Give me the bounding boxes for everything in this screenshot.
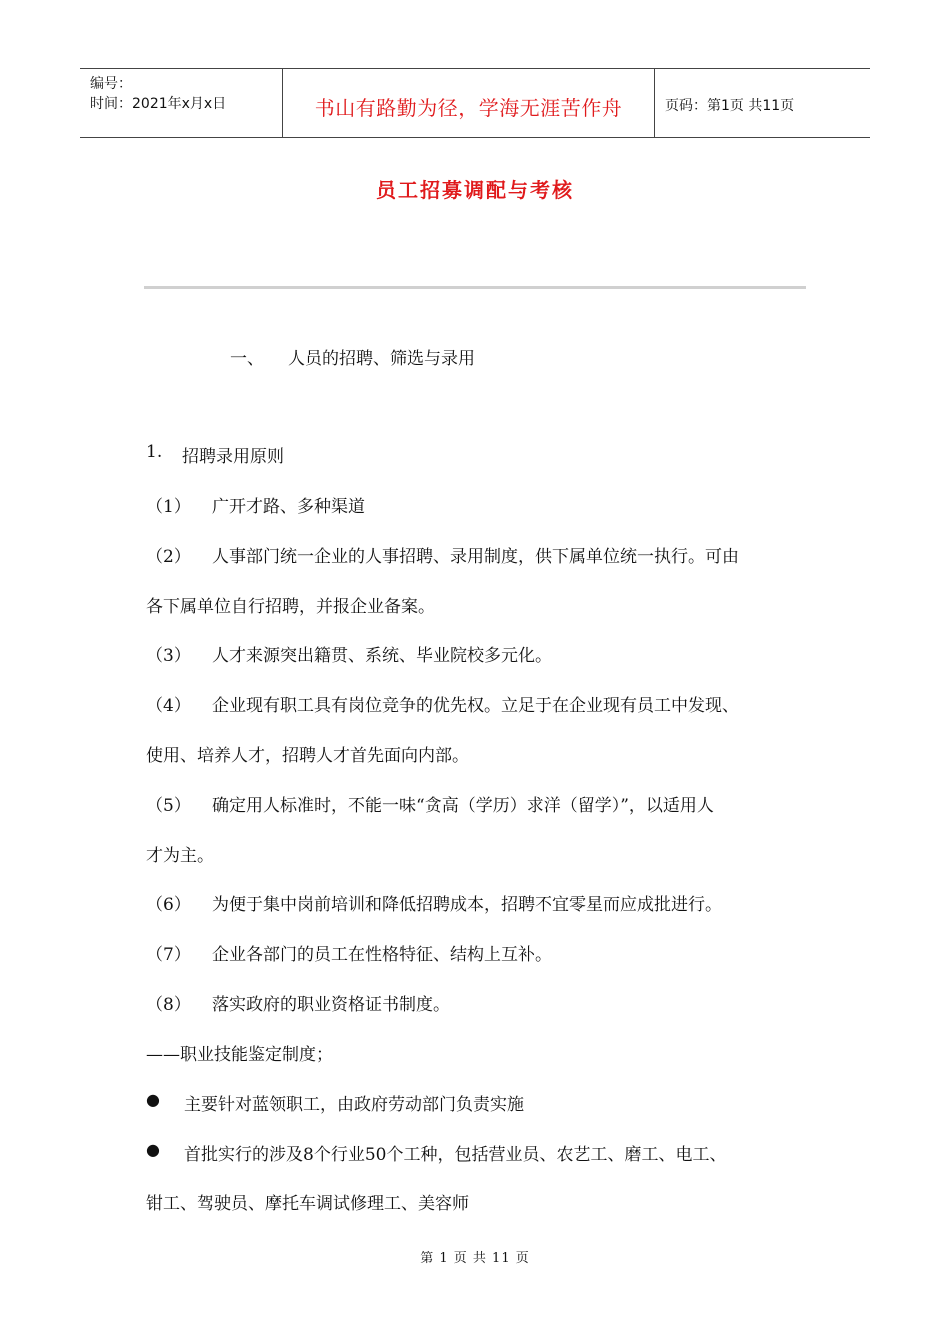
item-text: 人事部门统一企业的人事招聘、录用制度，供下属单位统一执行。可由 bbox=[212, 547, 739, 567]
item-label: （6） bbox=[146, 895, 191, 915]
title-divider bbox=[144, 286, 806, 289]
item-text: 企业现有职工具有岗位竞争的优先权。立足于在企业现有员工中发现、 bbox=[212, 696, 739, 716]
document-header bbox=[80, 68, 870, 138]
header-page-cell bbox=[655, 69, 870, 137]
header-motto: 书山有路勤为径，学海无涯苦作舟 bbox=[314, 96, 623, 120]
section-number: 一、 bbox=[230, 349, 264, 369]
document-title: 员工招募调配与考核 bbox=[376, 178, 574, 202]
header-meta-cell bbox=[80, 69, 283, 137]
bullet-icon: ● bbox=[146, 1090, 160, 1109]
bullet-text: 首批实行的涉及8个行业50个工种，包括营业员、农艺工、磨工、电工、 bbox=[184, 1145, 727, 1165]
item-label: （3） bbox=[146, 646, 191, 666]
item-label: （2） bbox=[146, 547, 191, 567]
document-number-label: 编号： bbox=[90, 76, 132, 92]
subsection-text: 招聘录用原则 bbox=[182, 447, 284, 467]
document-time-label: 时间：2021年x月x日 bbox=[90, 96, 227, 112]
item-text: 广开才路、多种渠道 bbox=[212, 497, 365, 517]
item-text-continued: 使用、培养人才，招聘人才首先面向内部。 bbox=[146, 746, 469, 766]
header-page-info: 页码：第1页 共11页 bbox=[665, 98, 795, 114]
bullet-text-continued: 钳工、驾驶员、摩托车调试修理工、美容师 bbox=[146, 1194, 469, 1214]
section-text: 人员的招聘、筛选与录用 bbox=[288, 349, 475, 369]
item-text: 企业各部门的员工在性格特征、结构上互补。 bbox=[212, 945, 552, 965]
item-label: （7） bbox=[146, 945, 191, 965]
subsection-number: 1. bbox=[146, 442, 163, 462]
item-text: 为便于集中岗前培训和降低招聘成本，招聘不宜零星而应成批进行。 bbox=[212, 895, 722, 915]
dash-line: ——职业技能鉴定制度； bbox=[146, 1045, 333, 1065]
item-text-continued: 才为主。 bbox=[146, 846, 214, 866]
bullet-icon: ● bbox=[146, 1140, 160, 1159]
item-text: 人才来源突出籍贯、系统、毕业院校多元化。 bbox=[212, 646, 552, 666]
item-text-continued: 各下属单位自行招聘，并报企业备案。 bbox=[146, 597, 435, 617]
item-label: （5） bbox=[146, 796, 191, 816]
item-label: （4） bbox=[146, 696, 191, 716]
item-label: （8） bbox=[146, 995, 191, 1015]
bullet-text: 主要针对蓝领职工，由政府劳动部门负责实施 bbox=[184, 1095, 524, 1115]
item-text: 确定用人标准时，不能一味“贪高（学历）求洋（留学）”，以适用人 bbox=[212, 796, 714, 816]
page-footer: 第 1 页 共 11 页 bbox=[420, 1251, 530, 1266]
item-label: （1） bbox=[146, 497, 191, 517]
item-text: 落实政府的职业资格证书制度。 bbox=[212, 995, 450, 1015]
header-motto-cell bbox=[283, 69, 655, 137]
